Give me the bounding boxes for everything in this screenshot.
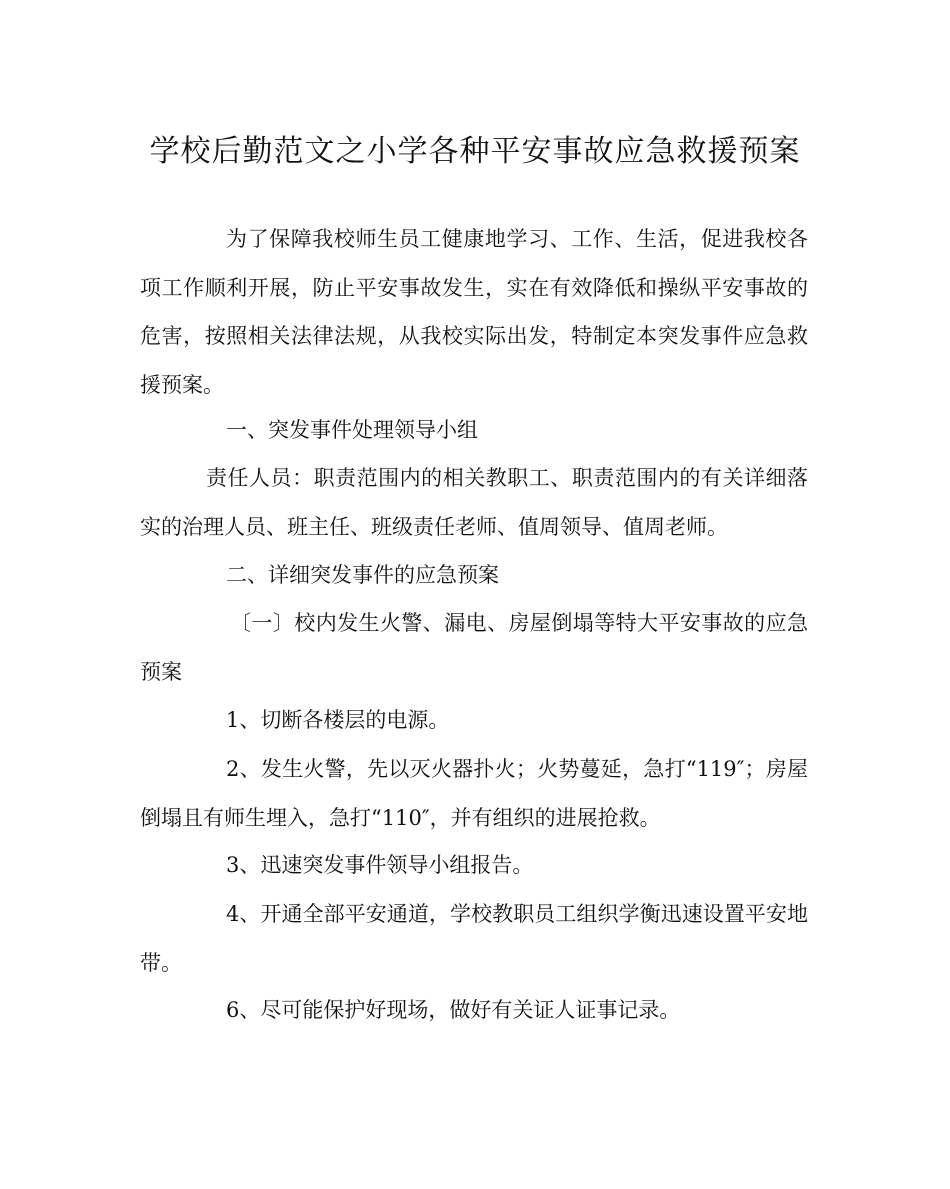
paragraph-subheading-1: 〔一〕校内发生火警、漏电、房屋倒塌等特大平安事故的应急预案 xyxy=(140,611,808,684)
paragraph-item-4: 4、开通全部平安通道，学校教职员工组织学衡迅速设置平安地带。 xyxy=(140,902,808,975)
paragraph-heading-2: 二、详细突发事件的应急预案 xyxy=(226,563,499,587)
paragraph-intro: 为了保障我校师生员工健康地学习、工作、生活，促进我校各项工作顺利开展，防止平安事故发生，实在有效降低和操纵平安事故的危害，按照相关法律法规，从我校实际出发，特制定本突发事件应急救援预案。 xyxy=(140,227,808,397)
paragraph-item-3: 3、迅速突发事件领导小组报告。 xyxy=(226,853,534,877)
paragraph-responsible-persons: 责任人员：职责范围内的相关教职工、职责范围内的有关详细落实的治理人员、班主任、班级责任老师、值周领导、值周老师。 xyxy=(140,466,808,539)
paragraph-item-6: 6、尽可能保护好现场，做好有关证人证事记录。 xyxy=(226,998,681,1022)
document-title: 学校后勤范文之小学各种平安事故应急救援预案 xyxy=(149,134,801,169)
paragraph-item-2: 2、发生火警，先以灭火器扑火；火势蔓延，急打“119″；房屋倒塌且有师生埋入，急打“110″，并有组织的进展抢救。 xyxy=(140,757,808,830)
paragraph-heading-1: 一、突发事件处理领导小组 xyxy=(226,418,478,442)
paragraph-item-1: 1、切断各楼层的电源。 xyxy=(226,708,450,732)
